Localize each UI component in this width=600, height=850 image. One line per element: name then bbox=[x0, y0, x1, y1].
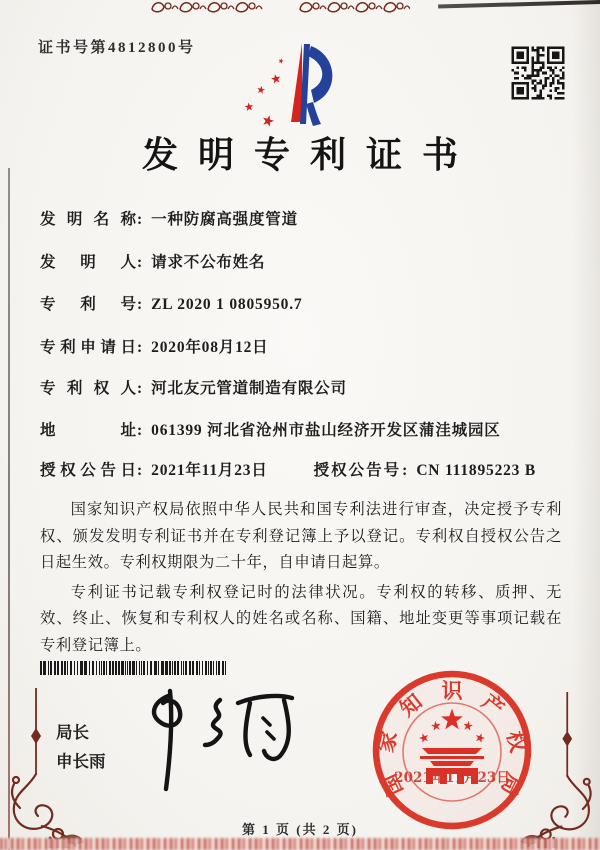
field-label: 地址 bbox=[40, 422, 136, 439]
field-label: 授权公告号 bbox=[313, 462, 402, 479]
field-label: 发明人 bbox=[40, 254, 136, 271]
commissioner-title: 局长 bbox=[56, 724, 89, 742]
legal-text-block bbox=[40, 497, 562, 663]
qr-code-icon bbox=[509, 44, 567, 102]
field-value: 2021年11月23日 bbox=[151, 462, 268, 479]
page-number: 第 1 页 (共 2 页) bbox=[242, 822, 358, 837]
field-row-invention-name: 发明名称 : 一种防腐高强度管道 bbox=[40, 207, 298, 229]
field-value: 河北友元管道制造有限公司 bbox=[151, 380, 347, 397]
bottom-decorative-band bbox=[0, 838, 600, 850]
field-pair-grant-no: 授权公告号 : CN 111895223 B bbox=[314, 458, 536, 480]
svg-text:局: 局 bbox=[496, 770, 529, 800]
top-border-ornament-icon bbox=[150, 0, 410, 15]
page-title: 发明专利证书 bbox=[141, 135, 478, 175]
field-label: 专利申请日 bbox=[40, 339, 136, 356]
svg-text:识: 识 bbox=[441, 678, 463, 703]
field-value: 2020年08月12日 bbox=[151, 339, 269, 356]
field-value: 一种防腐高强度管道 bbox=[151, 211, 298, 228]
field-value: ZL 2020 1 0805950.7 bbox=[151, 296, 303, 313]
legal-paragraph-2: 专利证书记载专利权登记时的法律状况。专利权的转移、质押、无效、终止、恢复和专利权人的姓名或名称、国籍、地址变更等事项记载在专利登记簿上。 bbox=[40, 583, 562, 655]
field-row-filing-date: 专利申请日 : 2020年08月12日 bbox=[40, 335, 268, 357]
svg-text:知: 知 bbox=[394, 688, 427, 722]
svg-text:国: 国 bbox=[375, 770, 408, 800]
field-label: 专利号 bbox=[40, 296, 136, 313]
legal-paragraph-1: 国家知识产权局依照中华人民共和国专利法进行审查，决定授予专利权、颁发发明专利证书并在专利登记簿上予以登记。专利权自授权公告之日起生效。专利权期限为二十年，自申请日起算。 bbox=[40, 501, 562, 572]
certificate-number: 证书号第4812800号 bbox=[38, 40, 196, 56]
field-row-patent-no: 专利号 : ZL 2020 1 0805950.7 bbox=[40, 292, 302, 314]
field-label: 发明名称 bbox=[40, 211, 136, 228]
seal-date: 2021年11月23日 bbox=[394, 770, 510, 786]
signature-handwriting bbox=[120, 678, 320, 800]
commissioner-name: 申长雨 bbox=[56, 752, 106, 771]
field-value: 请求不公布姓名 bbox=[151, 254, 266, 271]
svg-text:家: 家 bbox=[372, 728, 402, 755]
field-value: CN 111895223 B bbox=[416, 462, 537, 479]
field-row-patentee: 专利权人 : 河北友元管道制造有限公司 bbox=[40, 376, 347, 398]
field-value: 061399 河北省沧州市盐山经济开发区蒲洼城园区 bbox=[151, 422, 501, 439]
field-row-inventor: 发明人 : 请求不公布姓名 bbox=[40, 250, 265, 272]
svg-text:权: 权 bbox=[502, 728, 532, 755]
field-row-grant: 授权公告日 : 2021年11月23日 授权公告号 : CN 111895223 B bbox=[40, 458, 536, 480]
svg-text:产: 产 bbox=[477, 688, 510, 722]
barcode-icon bbox=[40, 660, 230, 677]
field-label: 专利权人 bbox=[40, 380, 136, 397]
field-label: 授权公告日 bbox=[40, 462, 136, 479]
field-row-address: 地址 : 061399 河北省沧州市盐山经济开发区蒲洼城园区 bbox=[40, 418, 501, 440]
cnipa-logo-icon bbox=[235, 38, 345, 134]
